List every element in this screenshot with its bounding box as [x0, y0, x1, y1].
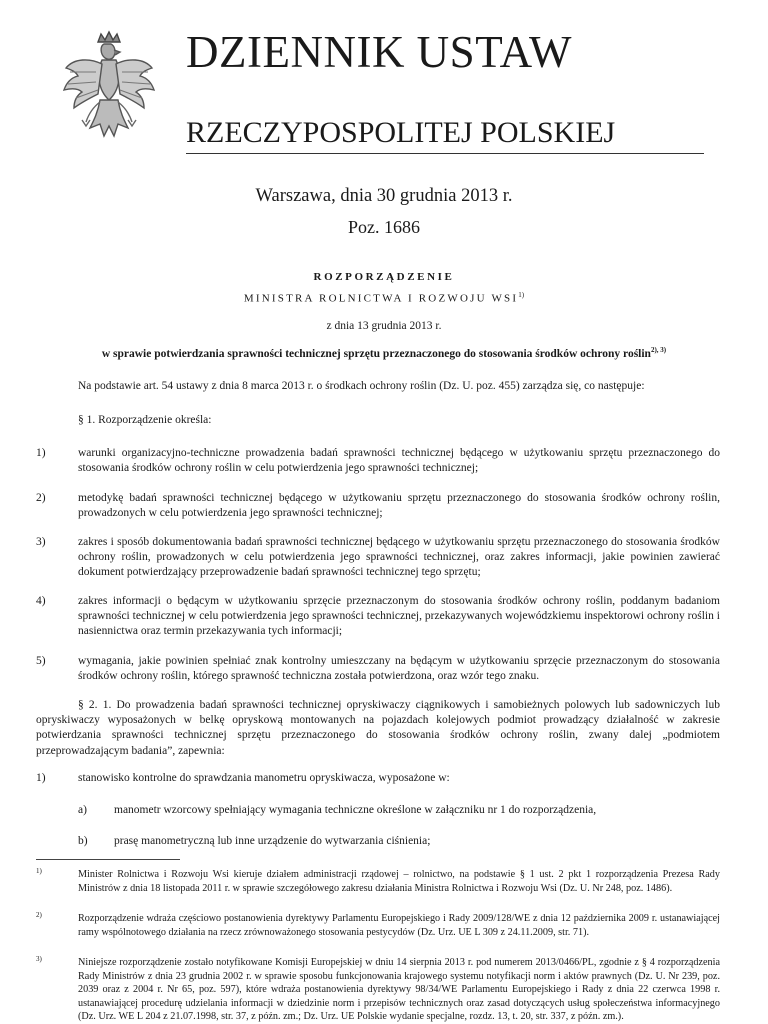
- footnote-text: Rozporządzenie wdraża częściowo postanowienia dyrektywy Parlamentu Europejskiego i Rady 2009/128/WE z dnia 12 października 2009 r. ustanawiającej ramy wspólnotowego działania na rzecz zrównoważonego stosowania pestycydów (Dz. Urz. UE L 309 z 24.11.2009, str. 71).: [78, 913, 720, 938]
- list-item: [36, 771, 720, 786]
- footnote: [36, 956, 720, 1024]
- act-date: z dnia 13 grudnia 2013 r.: [326, 320, 442, 332]
- sub-list-item-text: manometr wzorcowy spełniający wymagania techniczne określone w załączniku nr 1 do rozporządzenia,: [114, 804, 597, 816]
- act-issuer-text: MINISTRA ROLNICTWA I ROZWOJU WSI: [243, 292, 519, 305]
- act-subject-text: w sprawie potwierdzania sprawności technicznej sprzętu przeznaczonego do stosowania środków ochrony roślin: [101, 347, 651, 360]
- act-subject: [20, 346, 748, 360]
- act-type: ROZPORZĄDZENIE: [313, 271, 455, 283]
- sub-list-item-letter: a): [78, 804, 87, 816]
- section-2-intro: § 2. 1. Do prowadzenia badań sprawności technicznej opryskiwaczy ciągnikowych i samobieżnych polowych lub sadowniczych lub opryskiwaczy wyposażonych w belkę opryskową montowanych na pojazdach kolejowych podmiot prowadzący działalność w zakresie potwierdzania sprawności technicznej sprzętu przeznaczonego do stosowania środków ochrony roślin, zwany dalej „podmiotem przeprowadzającym badania”, zapewnia:: [36, 699, 720, 757]
- footnote-text: Minister Rolnictwa i Rozwoju Wsi kieruje działem administracji rządowej – rolnictwo, na podstawie § 1 ust. 2 pkt 1 rozporządzenia Prezesa Rady Ministrów z dnia 18 listopada 2011 r. w sprawie szczegółowego zakresu działania Ministra Rolnictwa i Rozwoju Wsi (Dz. U. Nr 248, poz. 1486).: [78, 869, 720, 894]
- preamble: Na podstawie art. 54 ustawy z dnia 8 marca 2013 r. o środkach ochrony roślin (Dz. U. poz. 455) zarządza się, co następuje:: [78, 380, 645, 392]
- sub-list-item: [78, 834, 720, 849]
- footnote-ref[interactable]: 2), 3): [650, 346, 667, 354]
- place-date: Warszawa, dnia 30 grudnia 2013 r.: [255, 186, 513, 206]
- sub-list-item-letter: b): [78, 835, 88, 847]
- footnote-number: 2): [36, 911, 42, 919]
- list-item-number: 5): [36, 655, 46, 667]
- section-1-intro: § 1. Rozporządzenie określa:: [78, 414, 212, 426]
- footnote-ref[interactable]: 1): [518, 291, 525, 299]
- footnote-divider: [36, 859, 180, 860]
- footnote: [36, 868, 720, 895]
- list-item-text: wymagania, jakie powinien spełniać znak kontrolny umieszczany na będącym w użytkowaniu sprzęcie przeznaczonym do stosowania środków ochrony roślin, którego sprawność techniczna została potwierdzona, oraz wzór tego znaku.: [78, 655, 720, 683]
- sub-list-item-text: prasę manometryczną lub inne urządzenie do wytwarzania ciśnienia;: [114, 835, 431, 847]
- list-item-text: warunki organizacyjno-techniczne prowadzenia badań sprawności technicznej będącego w użytkowaniu sprzętu przeznaczonego do stosowania środków ochrony roślin w celu potwierdzenia jego sprawności technicznej;: [78, 447, 720, 475]
- list-item-number: 4): [36, 595, 46, 607]
- masthead-divider: [186, 153, 704, 154]
- list-item-number: 2): [36, 492, 46, 504]
- list-item-text: metodykę badań sprawności technicznej będącego w użytkowaniu sprzętu przeznaczonego do stosowania środków ochrony roślin, prowadzonych w celu potwierdzenia jego sprawności technicznej;: [78, 492, 720, 520]
- footnote-text: Niniejsze rozporządzenie zostało notyfikowane Komisji Europejskiej w dniu 14 sierpnia 2013 r. pod numerem 2013/0466/PL, zgodnie z § 4 rozporządzenia Rady Ministrów z dnia 23 grudnia 2002 r. w sprawie sposobu funkcjonowania krajowego systemu notyfikacji norm i aktów prawnych (Dz. U. Nr 239, poz. 2039 oraz z 2004 r. Nr 65, poz. 597), które wdraża postanowienia dyrektywy 98/34/WE Parlamentu Europejskiego i Rady z dnia 22 czerwca 1998 r. ustanawiającej procedurę udzielania informacji w dziedzinie norm i przepisów technicznych oraz zasad dotyczących usług społeczeństwa informacyjnego (Dz. Urz. WE L 204 z 21.07.1998, str. 37, z późn. zm.; Dz. Urz. UE Polskie wydanie specjalne, rozdz. 13, t. 20, str. 337, z późn. zm.).: [78, 957, 720, 1023]
- list-item: [36, 654, 720, 684]
- list-item: [36, 535, 720, 581]
- list-item-number: 1): [36, 447, 46, 459]
- list-item: [36, 446, 720, 476]
- footnote-number: 3): [36, 955, 42, 963]
- list-item-text: stanowisko kontrolne do sprawdzania manometru opryskiwacza, wyposażone w:: [78, 772, 450, 784]
- polish-eagle-emblem-icon: [60, 28, 158, 146]
- journal-subtitle: RZECZYPOSPOLITEJ POLSKIEJ: [186, 116, 616, 149]
- list-item-text: zakres i sposób dokumentowania badań sprawności technicznej będącego w użytkowaniu sprzętu przeznaczonego do stosowania środków ochrony roślin, prowadzonych w celu potwierdzenia jego sprawności technicznej, oraz zakres informacji, jakie powinien zawierać dokument potwierdzający przeprowadzenie badań sprawności technicznej tego sprzętu;: [78, 536, 720, 579]
- footnote-number: 1): [36, 867, 42, 875]
- list-item-text: zakres informacji o będącym w użytkowaniu sprzęcie przeznaczonym do stosowania środków ochrony roślin, poddanym badaniom sprawności technicznej w celu potwierdzenia jego sprawności technicznej, przekazywanych wojewódzkiemu inspektorowi ochrony roślin i nasiennictwa oraz termin przekazywania tych informacji;: [78, 595, 720, 638]
- list-item: [36, 491, 720, 521]
- journal-title: DZIENNIK USTAW: [186, 27, 572, 77]
- list-item: [36, 594, 720, 640]
- list-item-number: 1): [36, 772, 46, 784]
- act-issuer: [0, 291, 768, 305]
- sub-list-item: [78, 803, 720, 818]
- position-number: Poz. 1686: [348, 217, 420, 237]
- list-item-number: 3): [36, 536, 46, 548]
- footnote: [36, 912, 720, 939]
